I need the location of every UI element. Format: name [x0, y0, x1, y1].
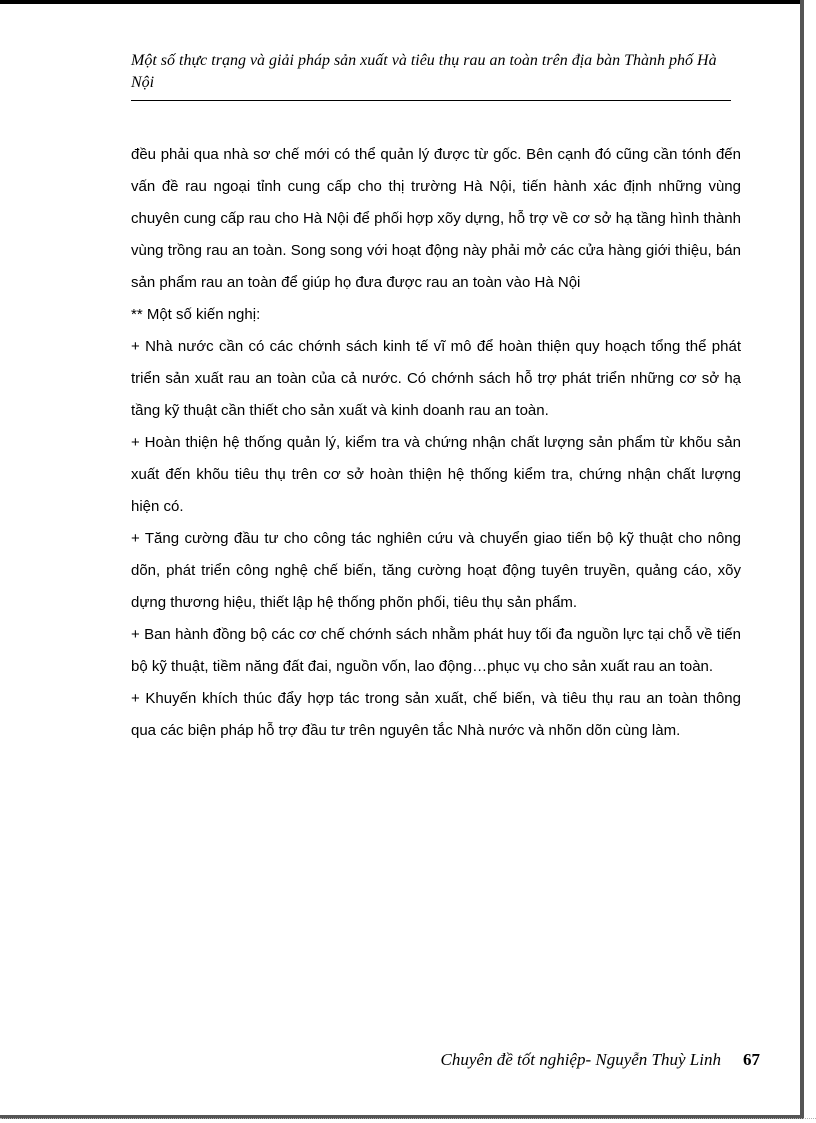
paragraph: + Tăng cường đầu tư cho công tác nghiên cứu và chuyển giao tiến bộ kỹ thuật cho nông dõn, phát triển công nghệ chế biến, tăng cường hoạt động tuyên truyền, quảng cáo, xõy dựng thương hiệu, thiết lập hệ thống phõn phối, tiêu thụ sản phẩm.: [131, 530, 741, 611]
page-number: 67: [743, 1050, 760, 1069]
top-rule: [0, 0, 800, 4]
paragraph: + Ban hành đồng bộ các cơ chế chớnh sách nhằm phát huy tối đa nguồn lực tại chỗ về tiến bộ kỹ thuật, tiềm năng đất đai, nguồn vốn, lao động…phục vụ cho sản xuất rau an toàn.: [131, 626, 741, 675]
body-text: [131, 139, 741, 747]
footer-author: Chuyên đề tốt nghiệp- Nguyễn Thuỳ Linh: [440, 1050, 721, 1069]
paragraph: đều phải qua nhà sơ chế mới có thể quản lý được từ gốc. Bên cạnh đó cũng cần tónh đến vấn đề rau ngoại tỉnh cung cấp cho thị trường Hà Nội, tiến hành xác định những vùng chuyên cung cấp rau cho Hà Nội để phối hợp xõy dựng, hỗ trợ về cơ sở hạ tầng hình thành vùng trồng rau an toàn. Song song với hoạt động này phải mở các cửa hàng giới thiệu, bán sản phẩm rau an toàn để giúp họ đưa được rau an toàn vào Hà Nội: [131, 146, 741, 291]
bottom-dotted-divider: [0, 1118, 816, 1119]
page-footer: [420, 1050, 760, 1070]
paragraph: + Khuyến khích thúc đẩy hợp tác trong sản xuất, chế biến, và tiêu thụ rau an toàn thông qua các biện pháp hỗ trợ đầu tư trên nguyên tắc Nhà nước và nhõn dõn cùng làm.: [131, 690, 741, 739]
paragraph: + Hoàn thiện hệ thống quản lý, kiểm tra và chứng nhận chất lượng sản phẩm từ khõu sản xuất đến khõu tiêu thụ trên cơ sở hoàn thiện hệ thống kiểm tra, chứng nhận chất lượng hiện có.: [131, 434, 741, 515]
running-header: Một số thực trạng và giải pháp sản xuất và tiêu thụ rau an toàn trên địa bàn Thành phố Hà Nội: [131, 50, 731, 101]
paragraph-heading: ** Một số kiến nghị:: [131, 306, 261, 323]
paragraph: + Nhà nước cần có các chớnh sách kinh tế vĩ mô để hoàn thiện quy hoạch tổng thể phát triển sản xuất rau an toàn của cả nước. Có chớnh sách hỗ trợ phát triển những cơ sở hạ tầng kỹ thuật cần thiết cho sản xuất và kinh doanh rau an toàn.: [131, 338, 741, 419]
